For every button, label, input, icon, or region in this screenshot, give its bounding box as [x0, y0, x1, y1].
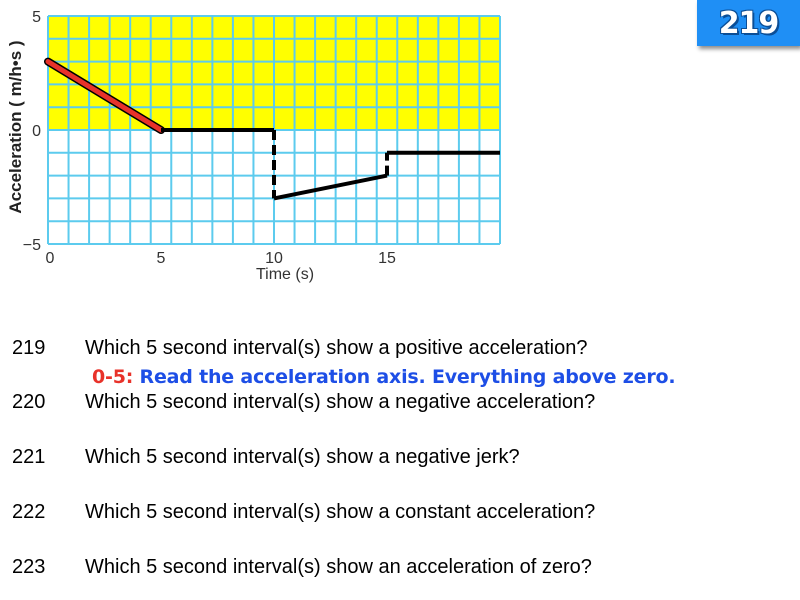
- x-tick-label: 10: [265, 250, 283, 267]
- y-tick-label: −5: [22, 237, 41, 254]
- question-number: 220: [12, 391, 46, 413]
- x-tick-label: 0: [45, 250, 55, 267]
- y-tick-label: 5: [32, 9, 41, 26]
- slide-number: 219: [718, 5, 779, 41]
- question-number: 219: [12, 337, 46, 359]
- y-tick-label: 0: [32, 123, 41, 140]
- question-number: 221: [12, 446, 46, 468]
- x-tick-label: 5: [156, 250, 166, 267]
- y-axis-label: Acceleration ( m/h•s ): [6, 40, 25, 214]
- question-text: Which 5 second interval(s) show a positive acceleration?: [85, 337, 588, 359]
- x-axis-label: Time (s): [255, 266, 315, 283]
- question-number: 223: [12, 556, 46, 578]
- question-text: Which 5 second interval(s) show an acceleration of zero?: [85, 556, 592, 578]
- question-text: Which 5 second interval(s) show a constant acceleration?: [85, 501, 596, 523]
- answer-219: [92, 364, 675, 390]
- question-text: Which 5 second interval(s) show a negative jerk?: [85, 446, 520, 468]
- question-text: Which 5 second interval(s) show a negative acceleration?: [85, 391, 596, 413]
- question-number: 222: [12, 501, 46, 523]
- answer-interval: 0-5:: [92, 366, 134, 388]
- slide-number-badge: [697, 0, 800, 46]
- x-tick-label: 15: [378, 250, 396, 267]
- answer-explanation: Read the acceleration axis. Everything above zero.: [139, 366, 676, 388]
